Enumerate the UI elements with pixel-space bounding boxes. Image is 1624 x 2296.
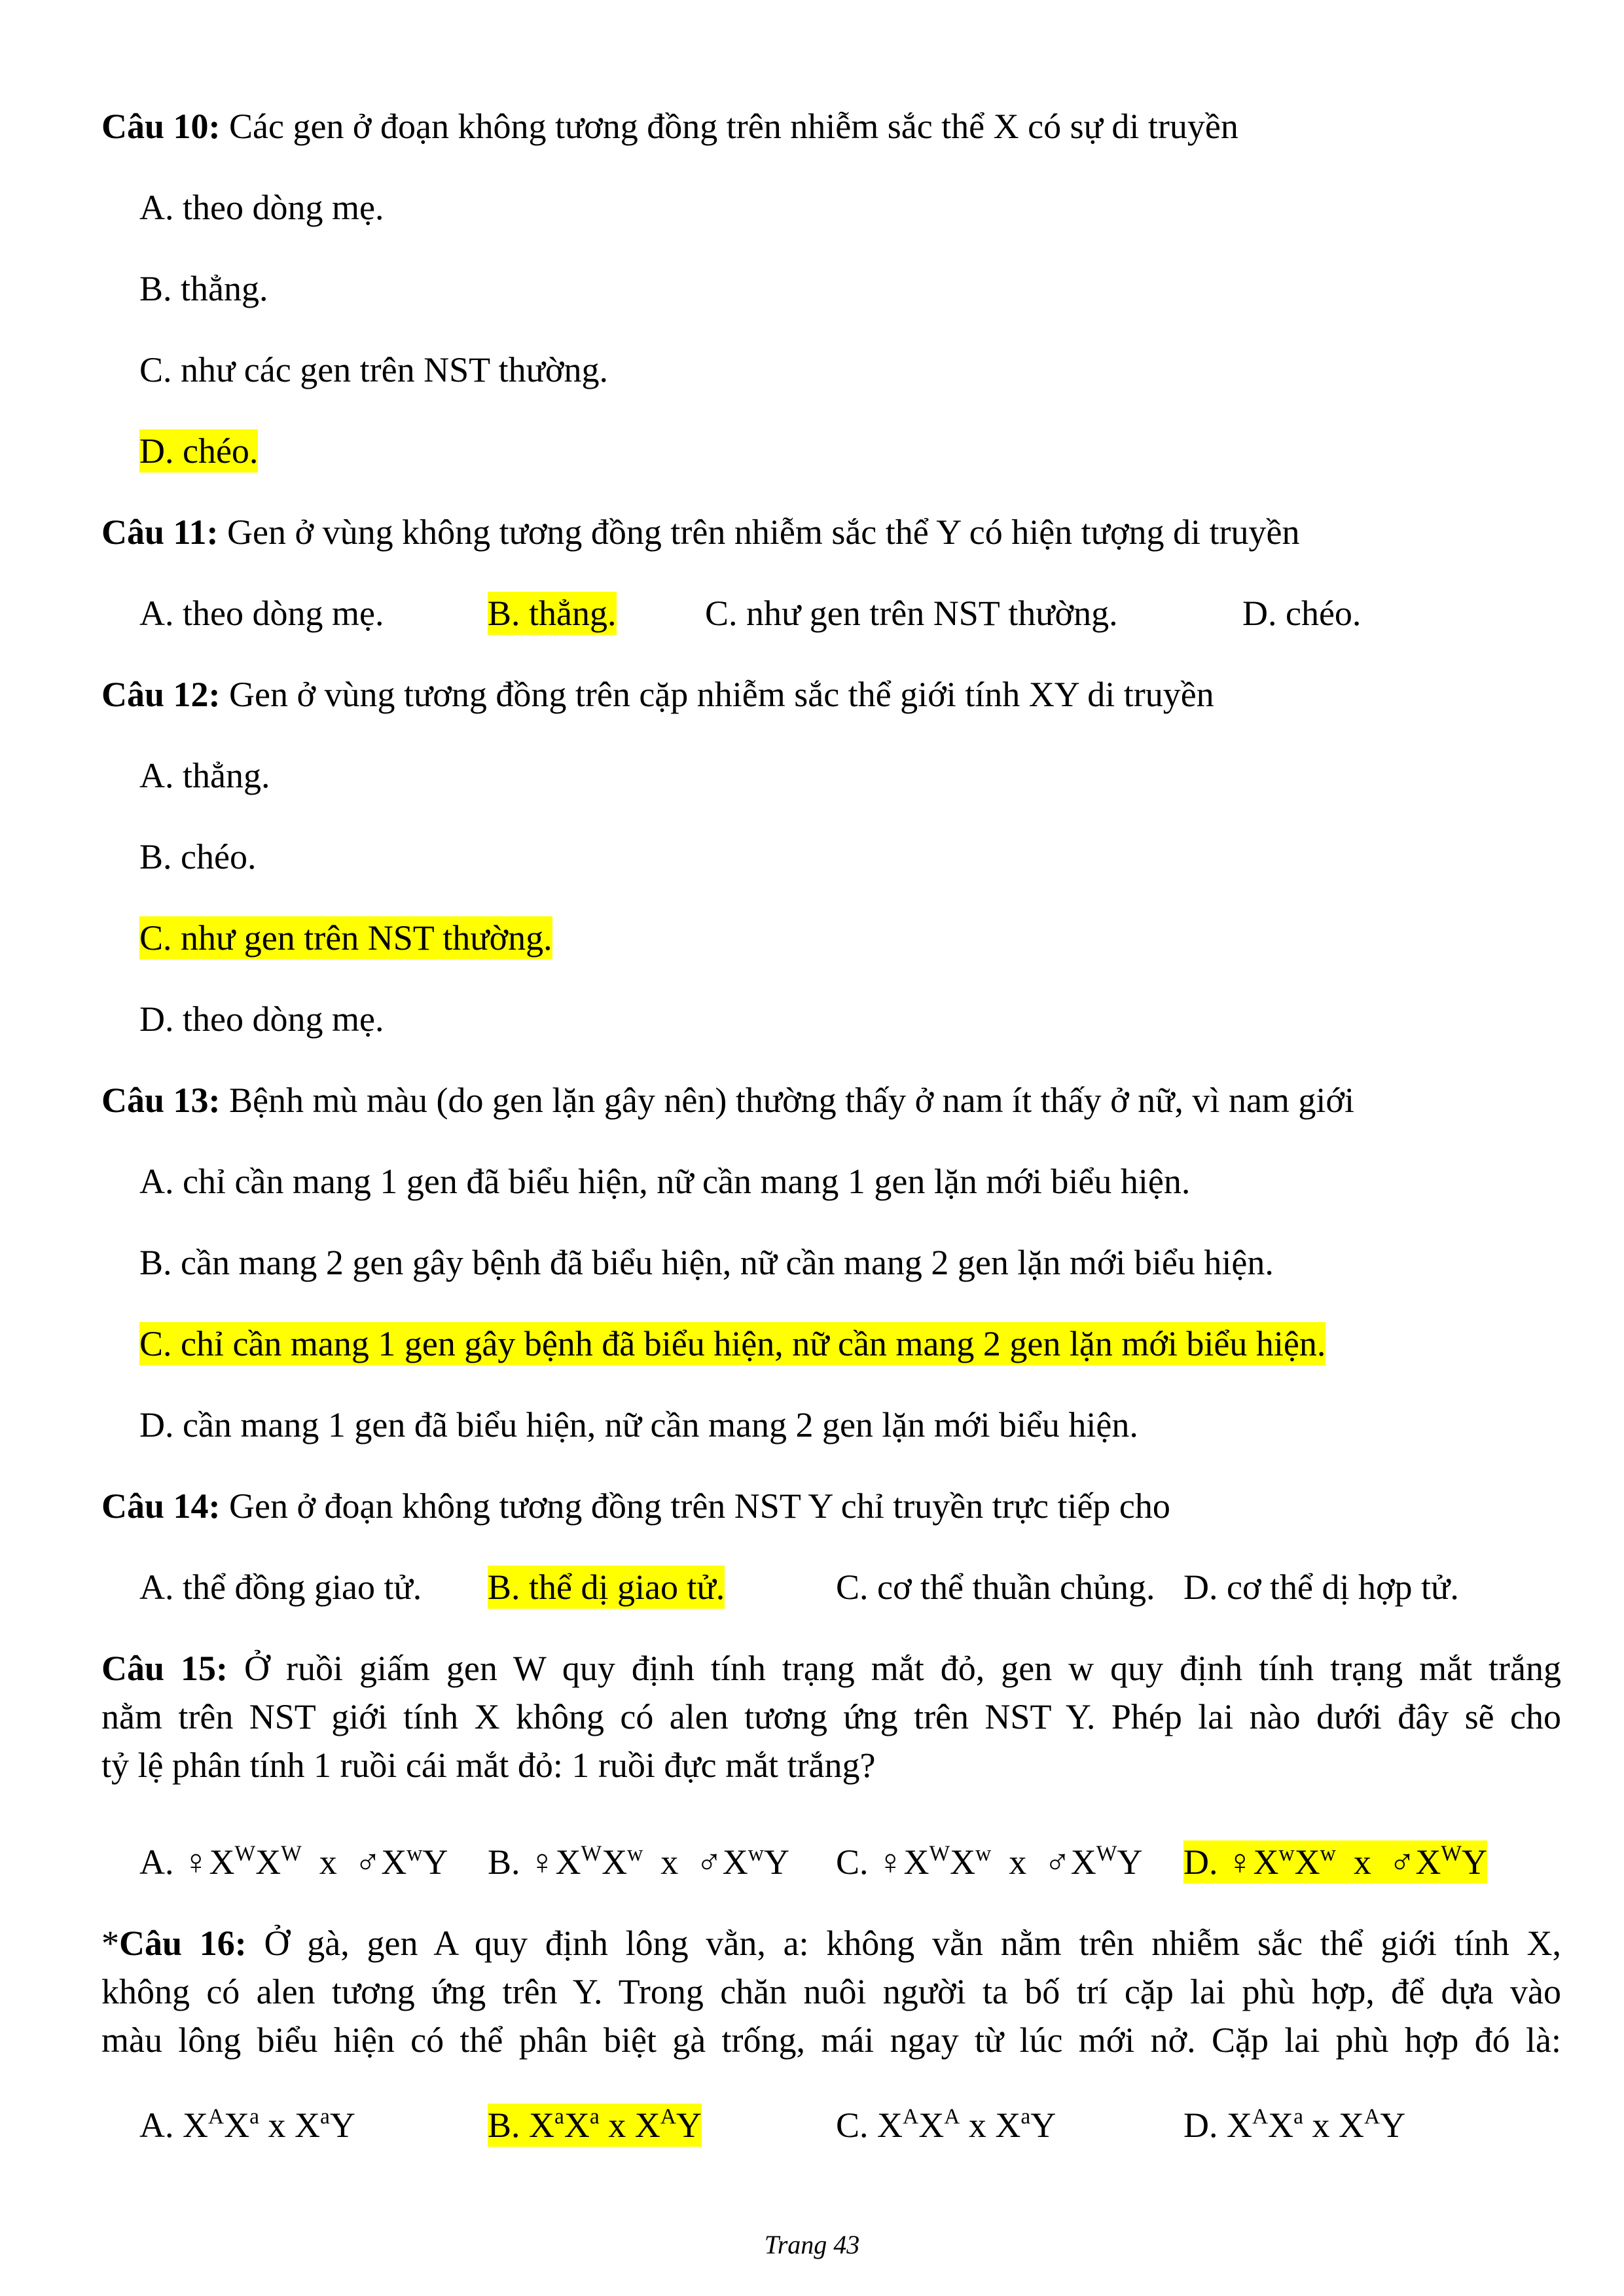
q15-option-a: A. $♀X^WX^W$ x $♂X^wY$ bbox=[139, 1841, 448, 1882]
q12-stem: Câu 12: Gen ở vùng tương đồng trên cặp nhiễm sắc thể giới tính XY di truyền bbox=[101, 675, 1214, 714]
q13-option-c-answer: C. chỉ cần mang 1 gen gây bệnh đã biểu hiện, nữ cần mang 2 gen lặn mới biểu hiện. bbox=[139, 1322, 1326, 1365]
q11-stem: Câu 11: Gen ở vùng không tương đồng trên nhiễm sắc thể Y có hiện tượng di truyền bbox=[101, 512, 1300, 552]
q15-option-c: C. $♀X^WX^w$ x $♂X^WY$ bbox=[836, 1841, 1143, 1882]
q15-number: Câu 15: bbox=[101, 1649, 228, 1688]
q16-number: Câu 16: bbox=[119, 1924, 247, 1963]
q14-option-c: C. cơ thể thuần chủng. bbox=[836, 1568, 1155, 1607]
q14-option-a: A. thể đồng giao tử. bbox=[139, 1568, 422, 1607]
q13-number: Câu 13: bbox=[101, 1081, 221, 1120]
q13-option-b: B. cần mang 2 gen gây bệnh đã biểu hiện, nữ cần mang 2 gen lặn mới biểu hiện. bbox=[139, 1243, 1274, 1282]
q14-number: Câu 14: bbox=[101, 1486, 221, 1526]
q11-number: Câu 11: bbox=[101, 512, 219, 552]
q14-option-d: D. cơ thể dị hợp tử. bbox=[1183, 1568, 1459, 1607]
q16-stem-line-3: màu lông biểu hiện có thể phân biệt gà trống, mái ngay từ lúc mới nở. Cặp lai phù hợp đó là: bbox=[101, 2020, 1561, 2060]
q14-stem: Câu 14: Gen ở đoạn không tương đồng trên NST Y chỉ truyền trực tiếp cho bbox=[101, 1486, 1170, 1526]
q16-option-a: A. $X^AX^a$ x $X^aY$ bbox=[139, 2104, 355, 2145]
q13-stem: Câu 13: Bệnh mù màu (do gen lặn gây nên) thường thấy ở nam ít thấy ở nữ, vì nam giới bbox=[101, 1081, 1354, 1120]
q15-option-b: B. $♀X^WX^w$ x $♂X^wY$ bbox=[488, 1841, 789, 1882]
q11-option-a: A. theo dòng mẹ. bbox=[139, 594, 384, 633]
q13-option-d: D. cần mang 1 gen đã biểu hiện, nữ cần mang 2 gen lặn mới biểu hiện. bbox=[139, 1405, 1138, 1444]
q16-stem-line-2: không có alen tương ứng trên Y. Trong chăn nuôi người ta bố trí cặp lai phù hợp, để dựa vào bbox=[101, 1972, 1561, 2011]
q12-option-b: B. chéo. bbox=[139, 837, 257, 876]
q15-stem-line-2: nằm trên NST giới tính X không có alen tương ứng trên NST Y. Phép lai nào dưới đây sẽ cho bbox=[101, 1697, 1561, 1736]
q12-number: Câu 12: bbox=[101, 675, 221, 714]
q11-option-c: C. như gen trên NST thường. bbox=[705, 594, 1118, 633]
q15-stem-line-1: Câu 15: Ở ruồi giấm gen W quy định tính trạng mắt đỏ, gen w quy định tính trạng mắt trắng bbox=[101, 1649, 1561, 1688]
q15-option-d-answer: D. $♀X^wX^w$ x $♂X^WY$ bbox=[1183, 1840, 1487, 1884]
q14-option-b-answer: B. thể dị giao tử. bbox=[488, 1566, 725, 1609]
q11-option-b-answer: B. thẳng. bbox=[488, 592, 617, 635]
q12-option-c-answer: C. như gen trên NST thường. bbox=[139, 916, 552, 960]
q11-option-d: D. chéo. bbox=[1242, 594, 1362, 633]
q13-option-a: A. chỉ cần mang 1 gen đã biểu hiện, nữ cần mang 1 gen lặn mới biểu hiện. bbox=[139, 1162, 1191, 1201]
q15-stem-line-3: tỷ lệ phân tính 1 ruồi cái mắt đỏ: 1 ruồi đực mắt trắng? bbox=[101, 1746, 876, 1785]
q10-number: Câu 10: bbox=[101, 107, 221, 146]
q10-option-a: A. theo dòng mẹ. bbox=[139, 188, 384, 227]
q10-stem: Câu 10: Các gen ở đoạn không tương đồng trên nhiễm sắc thể X có sự di truyền bbox=[101, 107, 1238, 146]
q10-option-c: C. như các gen trên NST thường. bbox=[139, 350, 608, 389]
q16-option-d: D. $X^AX^a$ x $X^AY$ bbox=[1183, 2104, 1406, 2145]
q10-option-d-answer: D. chéo. bbox=[139, 429, 258, 473]
q16-stem-line-1: *Câu 16: Ở gà, gen A quy định lông vằn, a: không vằn nằm trên nhiễm sắc thể giới tính X, bbox=[101, 1924, 1562, 1963]
q12-option-a: A. thẳng. bbox=[139, 756, 270, 795]
q16-option-b-answer: B. $X^aX^a$ x $X^AY$ bbox=[488, 2104, 702, 2147]
q16-option-c: C. $X^AX^A$ x $X^aY$ bbox=[836, 2104, 1056, 2145]
q12-option-d: D. theo dòng mẹ. bbox=[139, 999, 384, 1039]
q10-option-b: B. thẳng. bbox=[139, 269, 268, 308]
page-number: Trang 43 bbox=[764, 2230, 860, 2259]
